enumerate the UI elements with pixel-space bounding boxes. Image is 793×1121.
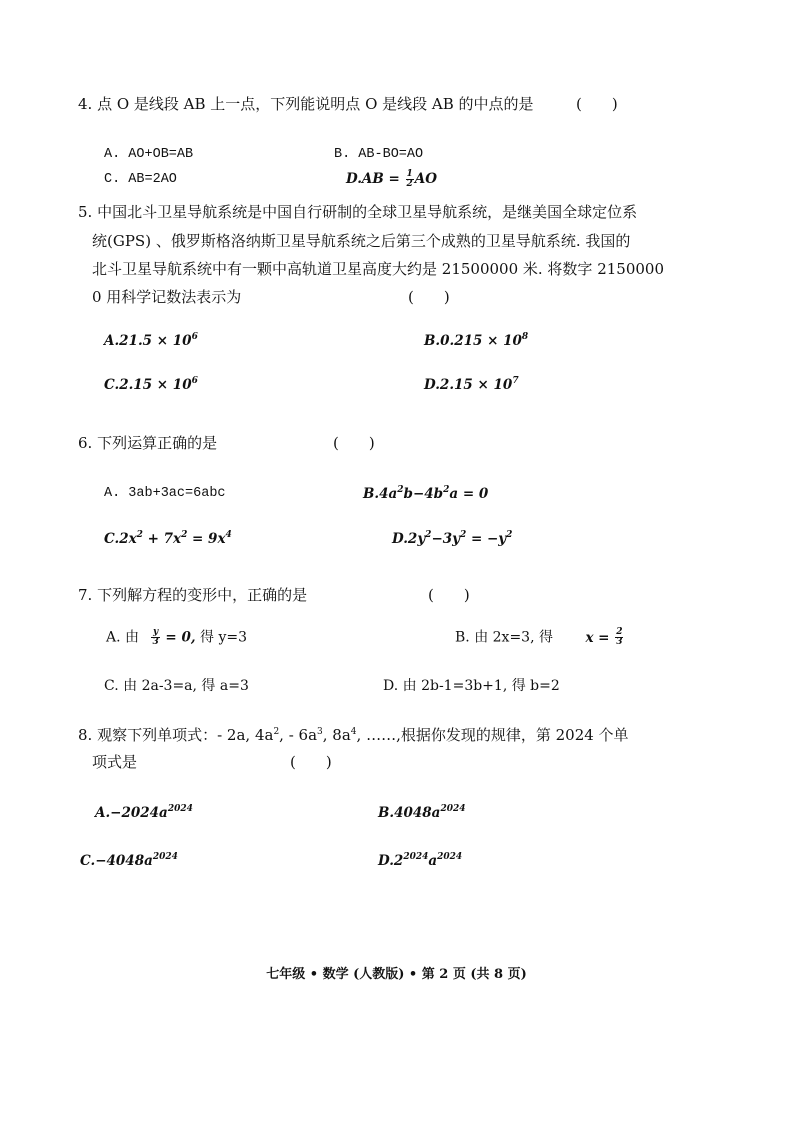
q6-option-a: A. 3ab+3ac=6abc	[104, 486, 226, 501]
q5-option-a-base: A.21.5 × 10	[104, 333, 192, 349]
q4-option-d	[346, 170, 437, 189]
q8-stem-part-1: 8. 观察下列单项式：- 2a, 4a	[78, 726, 274, 744]
q6-option-b	[363, 485, 488, 503]
q6-option-c-part-1: C.2x	[104, 531, 137, 547]
q6-option-d-part-1: D.2y	[392, 531, 426, 547]
q8-option-c-base: C.−4048a	[80, 853, 153, 869]
q5-option-c	[104, 376, 198, 394]
q5-stem-line-2: 统(GPS) 、俄罗斯格洛纳斯卫星导航系统之后第三个成熟的卫星导航系统. 我国的	[92, 232, 631, 250]
q7-option-a-prefix: A. 由	[106, 629, 140, 646]
q6-option-b-exp-1: 2	[397, 485, 404, 495]
q7-option-a-fraction	[151, 628, 159, 647]
q7-option-a	[106, 628, 247, 647]
q4-option-d-numerator: 1	[406, 169, 413, 179]
q6-stem: 6. 下列运算正确的是	[78, 434, 218, 452]
q8-option-d-base: D.2	[378, 853, 404, 869]
page-footer: 七年级 • 数学 (人教版) • 第 2 页 (共 8 页)	[266, 967, 527, 982]
q4-option-d-denominator: 2	[406, 179, 413, 189]
q6-option-d-exp-2: 2	[460, 530, 467, 540]
q8-option-c-exponent: 2024	[152, 852, 178, 862]
q6-option-c-exp-1: 2	[136, 530, 143, 540]
q7-option-a-result: 得 y=3	[195, 629, 247, 646]
q8-option-d-variable: a	[428, 853, 438, 869]
q6-option-d-exp-3: 2	[506, 530, 513, 540]
q8-stem-part-3: , 8a	[322, 726, 351, 744]
q6-option-b-part-1: B.4a	[363, 486, 398, 502]
q8-option-a	[95, 804, 193, 822]
q4-stem: 4. 点 O 是线段 AB 上一点，下列能说明点 O 是线段 AB 的中点的是	[78, 95, 534, 113]
q5-option-c-exponent: 6	[191, 376, 198, 386]
q8-option-a-exponent: 2024	[167, 804, 193, 814]
q8-option-d	[378, 852, 462, 870]
q8-stem-line-1	[78, 726, 629, 744]
q5-option-a	[104, 332, 198, 350]
q7-option-b-variable: x =	[585, 629, 615, 646]
q6-option-c-part-2: + 7x	[142, 531, 182, 547]
q5-option-b	[424, 332, 528, 350]
q8-stem-exp-3: 3	[317, 727, 323, 737]
q4-option-c: C. AB=2AO	[104, 172, 177, 187]
q5-stem-line-1: 5. 中国北斗卫星导航系统是中国自行研制的全球卫星导航系统，是继美国全球定位系	[78, 203, 638, 221]
q8-option-b	[378, 804, 466, 822]
q8-answer-paren: ( )	[290, 753, 332, 771]
q8-option-b-base: B.4048a	[378, 805, 441, 821]
q5-option-b-exponent: 8	[521, 332, 529, 342]
q5-stem-line-3: 北斗卫星导航系统中有一颗中高轨道卫星高度大约是 21500000 米. 将数字 2150000	[92, 260, 664, 278]
q8-option-a-base: A.−2024a	[95, 805, 168, 821]
q7-option-b-fraction	[615, 628, 623, 647]
q4-option-d-suffix: AO	[414, 171, 438, 187]
q6-option-d-exp-1: 2	[425, 530, 432, 540]
q8-stem-part-4: , ……,根据你发现的规律，第 2024 个单	[356, 726, 629, 744]
q8-option-c	[80, 852, 178, 870]
q4-option-a: A. AO+OB=AB	[104, 147, 194, 162]
q4-answer-paren: ( )	[576, 95, 618, 113]
q4-option-d-fraction	[406, 170, 414, 189]
q5-option-d	[424, 376, 519, 394]
q5-answer-paren: ( )	[408, 288, 450, 306]
q4-option-d-prefix: D.AB =	[346, 171, 405, 187]
q7-option-d: D. 由 2b-1=3b+1, 得 b=2	[383, 678, 560, 694]
q7-option-a-numerator: y	[152, 627, 159, 637]
q6-answer-paren: ( )	[333, 434, 375, 452]
q5-stem-line-4: 0 用科学记数法表示为	[92, 288, 242, 306]
q6-option-d-part-3: = −y	[466, 531, 507, 547]
q6-option-b-exp-2: 2	[443, 485, 450, 495]
q7-answer-paren: ( )	[428, 586, 470, 604]
q7-option-b	[455, 628, 624, 647]
q5-option-a-exponent: 6	[191, 332, 198, 342]
q8-option-d-exponent-1: 2024	[403, 852, 429, 862]
q6-option-d-part-2: −3y	[431, 531, 460, 547]
q8-stem-exp-2: 2	[273, 727, 280, 737]
q8-stem-part-2: , - 6a	[279, 726, 318, 744]
q7-option-b-prefix: B. 由 2x=3, 得	[455, 629, 553, 646]
q7-option-c: C. 由 2a-3=a, 得 a=3	[104, 678, 249, 694]
q5-option-d-exponent: 7	[512, 376, 519, 386]
q6-option-b-part-3: a = 0	[449, 486, 489, 502]
q6-option-c	[104, 530, 232, 548]
q6-option-b-part-2: b−4b	[403, 486, 444, 502]
q7-stem: 7. 下列解方程的变形中，正确的是	[78, 586, 308, 604]
q5-option-d-base: D.2.15 × 10	[424, 377, 513, 393]
q8-option-b-exponent: 2024	[440, 804, 466, 814]
q8-stem-exp-4: 4	[350, 727, 357, 737]
q7-option-b-numerator: 2	[616, 627, 623, 637]
q5-option-b-base: B.0.215 × 10	[424, 333, 522, 349]
q7-option-b-denominator: 3	[616, 637, 623, 647]
q6-option-d	[392, 530, 512, 548]
q5-option-c-base: C.2.15 × 10	[104, 377, 192, 393]
q7-option-a-equals: = 0,	[160, 629, 196, 646]
q8-option-d-exponent-2: 2024	[437, 852, 463, 862]
q6-option-c-exp-3: 4	[225, 530, 232, 540]
q6-option-c-exp-2: 2	[181, 530, 188, 540]
q7-option-a-denominator: 3	[152, 637, 159, 647]
q8-stem-line-2: 项式是	[92, 753, 138, 771]
q4-option-b: B. AB-BO=AO	[334, 147, 424, 162]
q6-option-c-part-3: = 9x	[187, 531, 226, 547]
